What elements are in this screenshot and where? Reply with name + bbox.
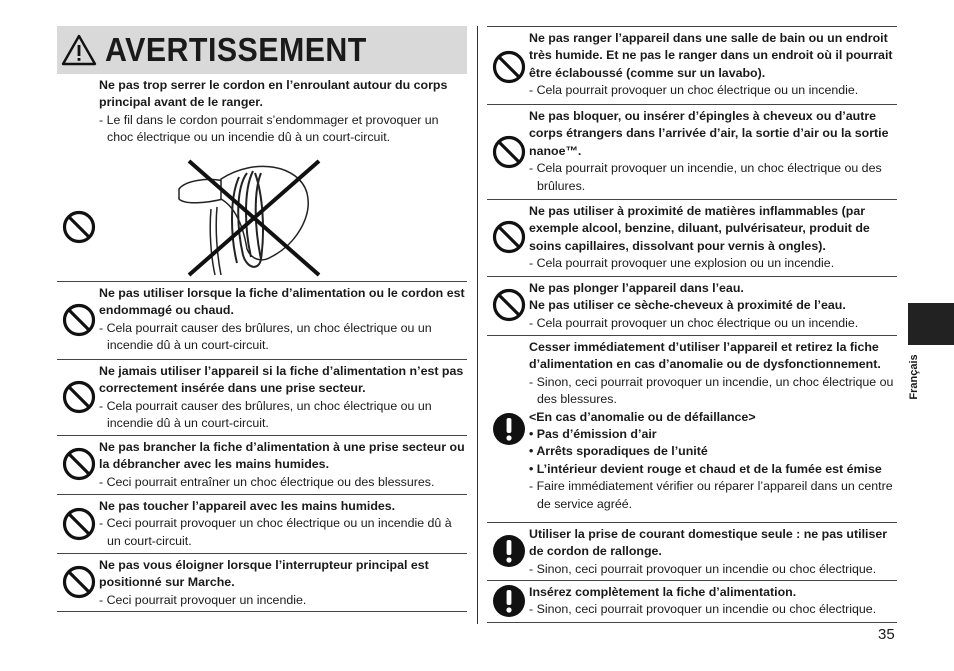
- warning-item: [57, 436, 467, 495]
- warning-item: [487, 105, 897, 200]
- warning-item: [57, 74, 467, 282]
- warning-item: [487, 336, 897, 523]
- page-number: 35: [878, 626, 895, 643]
- warning-title: Ne pas brancher la fiche d’alimentation à une prise secteur ou la débrancher avec les mains humides.: [99, 440, 465, 472]
- warning-item: [487, 200, 897, 277]
- warning-item: [487, 581, 897, 623]
- mandatory-action-icon: [492, 584, 526, 618]
- mandatory-action-icon: [492, 534, 526, 568]
- warning-note: - Sinon, ceci pourrait provoquer un incendie, un choc électrique ou des blessures.: [529, 374, 894, 407]
- warning-title: Ne jamais utiliser l’appareil si la fiche d’alimentation n’est pas correctement insérée dans une prise secteur.: [99, 364, 464, 396]
- prohibition-icon: [492, 135, 526, 169]
- warning-item: [487, 277, 897, 336]
- prohibition-icon: [492, 288, 526, 322]
- anomaly-bullet: • Pas d’émission d’air: [529, 427, 657, 442]
- warning-note: - Faire immédiatement vérifier ou réparer l’appareil dans un centre de service agréé.: [529, 479, 893, 511]
- language-label: [904, 352, 924, 402]
- prohibition-icon: [62, 507, 96, 541]
- prohibition-icon: [62, 565, 96, 599]
- warning-note: - Sinon, ceci pourrait provoquer un incendie ou choc électrique.: [529, 561, 877, 576]
- warning-title: Insérez complètement la fiche d’alimentation.: [529, 585, 797, 599]
- warning-title: Ne pas utiliser à proximité de matières inflammables (par exemple alcool, benzine, diluant, pulvérisateur, produit de soins capillaires, dissolvant pour vernis à ongles).: [529, 204, 870, 253]
- warning-title-2: Ne pas utiliser ce sèche-cheveux à proximité de l’eau.: [529, 298, 846, 313]
- warning-note: - Ceci pourrait provoquer un incendie.: [99, 592, 307, 607]
- prohibition-icon: [62, 210, 96, 244]
- language-tab: [908, 303, 954, 345]
- language-label-text: Français: [908, 354, 920, 400]
- warning-note: - Cela pourrait causer des brûlures, un choc électrique ou un incendie dû à un court-circuit.: [99, 398, 432, 431]
- warning-title: Ne pas vous éloigner lorsque l’interrupteur principal est positionné sur Marche.: [99, 558, 429, 590]
- warning-item: [57, 282, 467, 360]
- right-column: [487, 26, 897, 623]
- warning-item: [57, 360, 467, 436]
- page-title: AVERTISSEMENT: [105, 31, 367, 68]
- prohibition-icon: [492, 220, 526, 254]
- warning-triangle-icon: [61, 33, 97, 67]
- warning-title: Ne pas plonger l’appareil dans l’eau.: [529, 281, 744, 295]
- warning-note: - Sinon, ceci pourrait provoquer un incendie ou choc électrique.: [529, 602, 877, 617]
- hair-dryer-cord-illustration: [177, 159, 327, 277]
- anomaly-bullet: • L’intérieur devient rouge et chaud et de la fumée est émise: [529, 461, 882, 476]
- prohibition-icon: [62, 380, 96, 414]
- warning-note: - Cela pourrait causer des brûlures, un choc électrique ou un incendie dû à un court-circuit.: [99, 320, 432, 353]
- warning-title: Ne pas trop serrer le cordon en l’enroulant autour du corps principal avant de le ranger.: [99, 78, 448, 110]
- warning-note: - Cela pourrait provoquer un choc électrique ou un incendie.: [529, 83, 859, 98]
- warning-item: [487, 26, 897, 105]
- warning-header: [57, 26, 467, 74]
- warning-title: Utiliser la prise de courant domestique seule : ne pas utiliser de cordon de rallonge.: [529, 527, 888, 559]
- warning-title: Ne pas bloquer, ou insérer d’épingles à cheveux ou d’autre corps étrangers dans l’arrivée d’air, la sortie d’air ou la sortie nanoe™.: [529, 109, 889, 158]
- warning-item: [57, 495, 467, 554]
- prohibition-icon: [62, 447, 96, 481]
- warning-item: [487, 523, 897, 581]
- warning-title: Ne pas ranger l’appareil dans une salle de bain ou un endroit très humide. Et ne pas le ranger dans un endroit où il pourrait être éclaboussé (comme sur un lavabo).: [529, 31, 893, 80]
- warning-title: Ne pas utiliser lorsque la fiche d’alimentation ou le cordon est endommagé ou chaud.: [99, 286, 465, 318]
- warning-item: [57, 554, 467, 612]
- warning-note: - Cela pourrait provoquer une explosion ou un incendie.: [529, 256, 835, 271]
- warning-title: Cesser immédiatement d’utiliser l’appareil et retirez la fiche d’alimentation en cas d’anomalie ou de dysfonctionnement.: [529, 340, 881, 372]
- warning-note: - Cela pourrait provoquer un choc électrique ou un incendie.: [529, 315, 859, 330]
- warning-note: - Cela pourrait provoquer un incendie, un choc électrique ou des brûlures.: [529, 161, 882, 193]
- prohibition-icon: [492, 50, 526, 84]
- warning-note: - Le fil dans le cordon pourrait s’endommager et provoquer un choc électrique ou un incendie dû à un court-circuit.: [99, 112, 439, 145]
- warning-title: Ne pas toucher l’appareil avec les mains humides.: [99, 499, 396, 513]
- mandatory-action-icon: [492, 412, 526, 446]
- left-column: [57, 26, 467, 612]
- prohibition-icon: [62, 303, 96, 337]
- warning-note: - Ceci pourrait provoquer un choc électrique ou un incendie dû à un court-circuit.: [99, 516, 452, 548]
- anomaly-subtitle: <En cas d’anomalie ou de défaillance>: [529, 409, 756, 424]
- anomaly-bullet: • Arrêts sporadiques de l’unité: [529, 444, 708, 459]
- column-divider: [477, 26, 478, 624]
- warning-note: - Ceci pourrait entraîner un choc électrique ou des blessures.: [99, 474, 435, 489]
